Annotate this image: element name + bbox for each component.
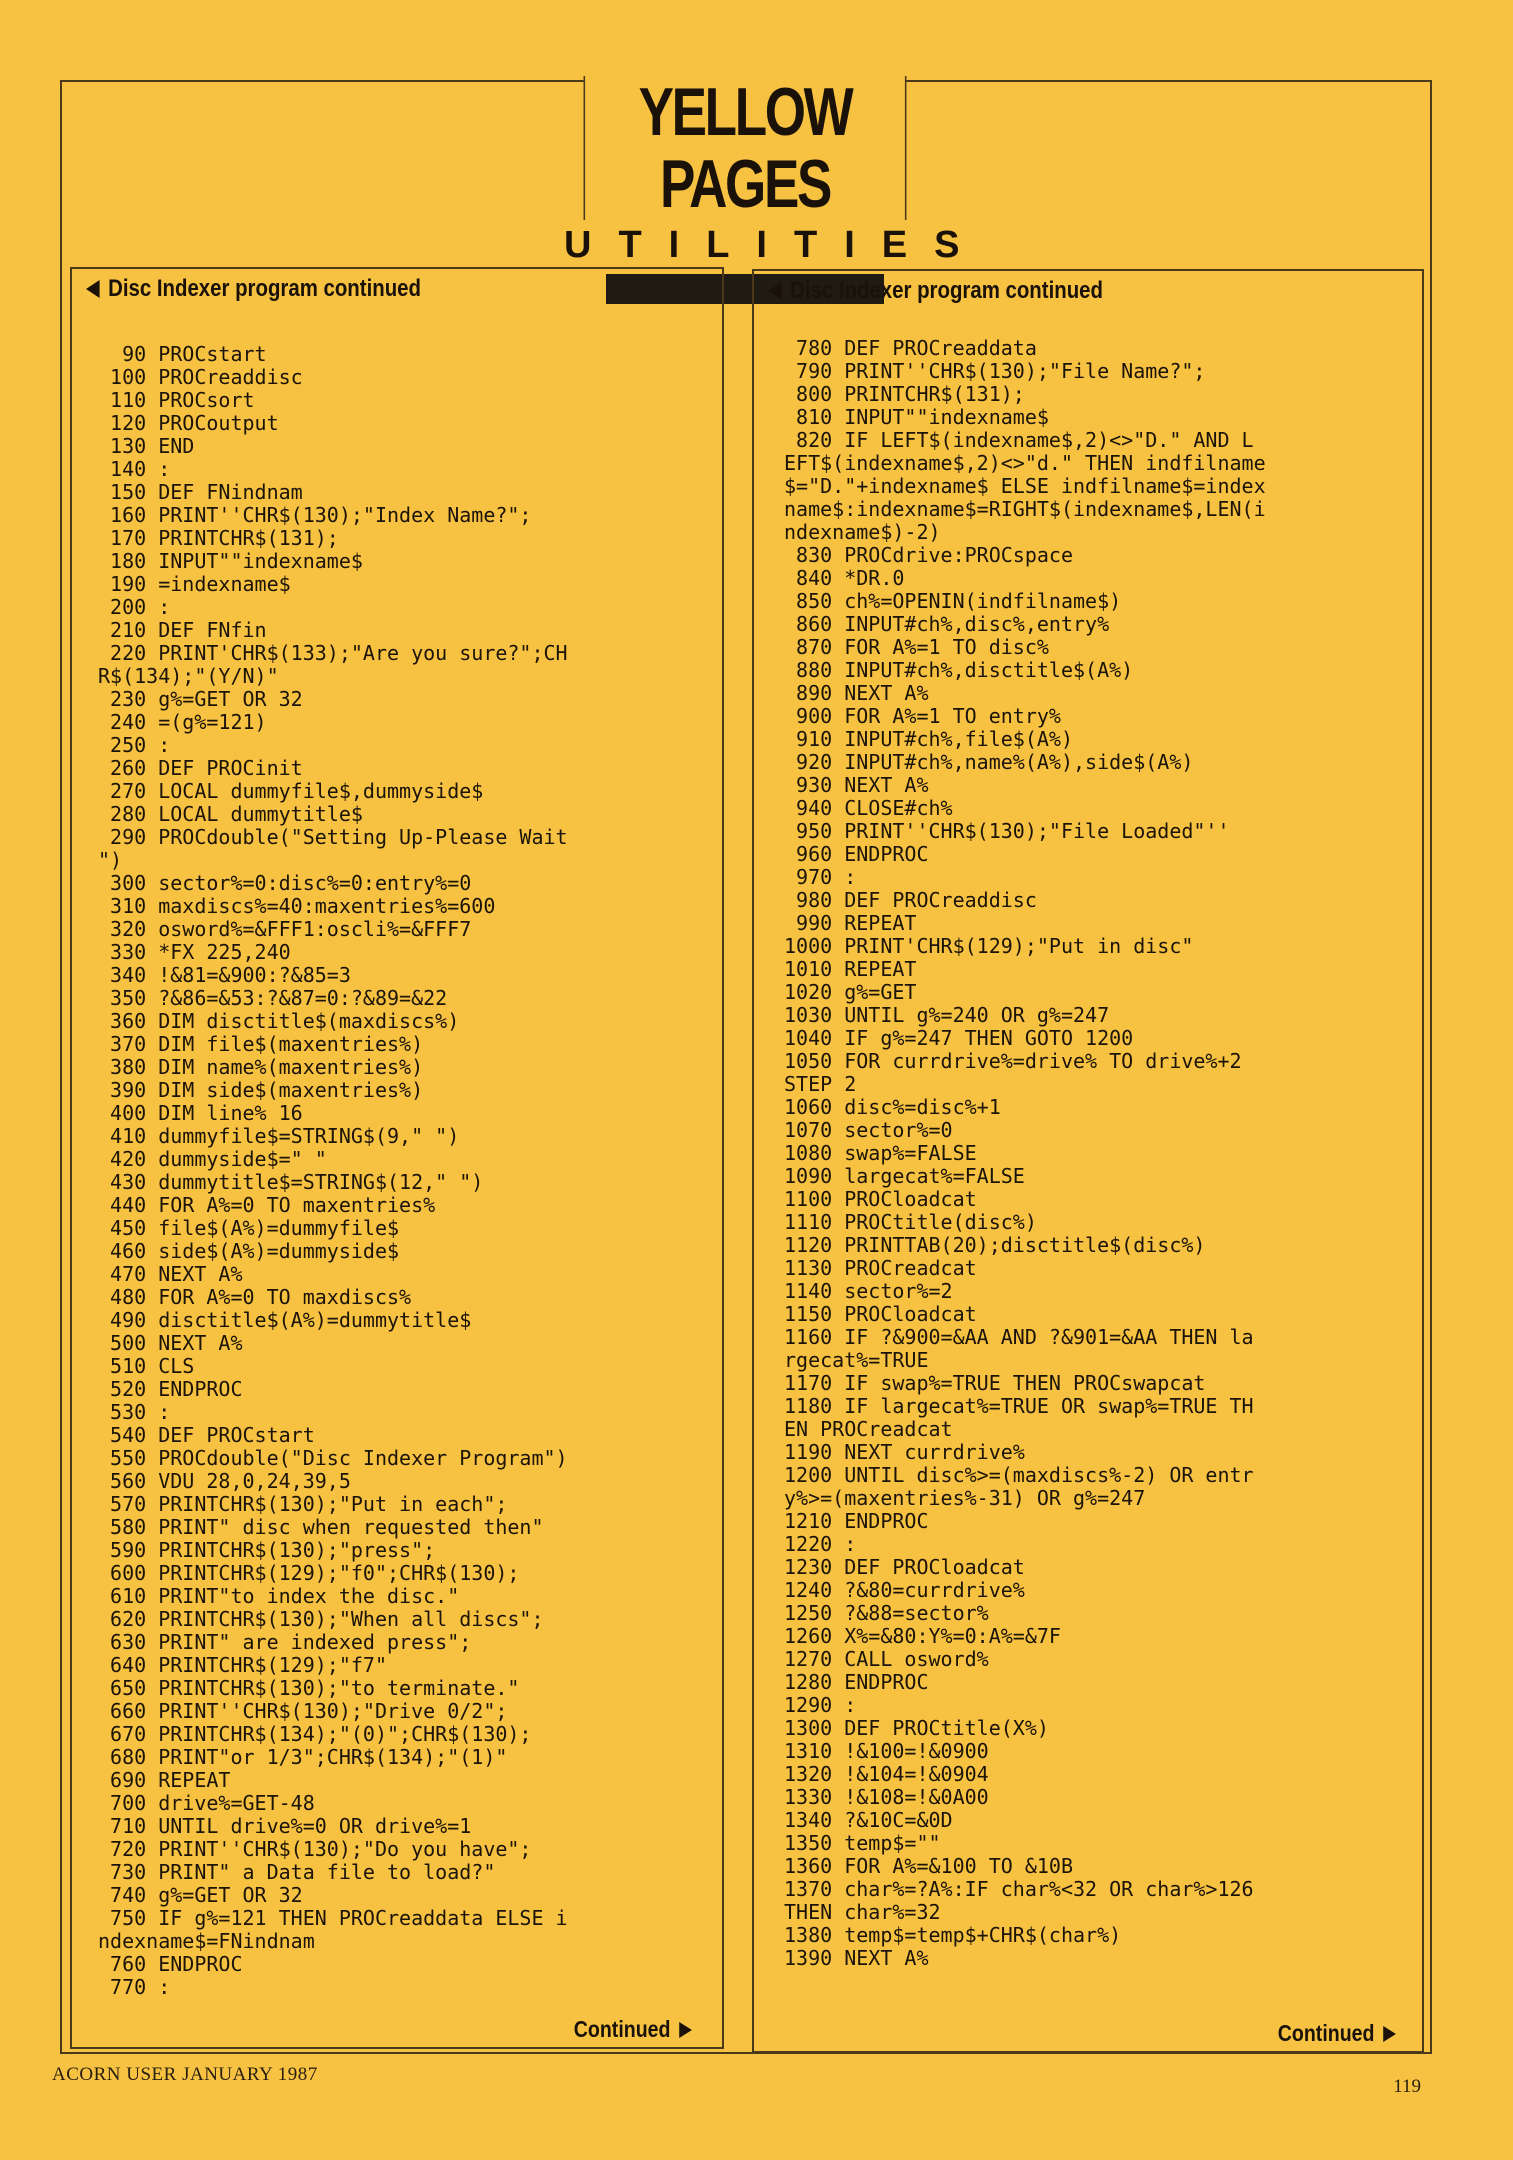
- left-panel-heading-text: Disc Indexer program continued: [108, 275, 421, 302]
- code-line: 1190 NEXT currdrive%: [784, 1440, 1025, 1464]
- code-line: ndexname$)-2): [784, 520, 941, 544]
- code-line: 190 =indexname$: [98, 572, 291, 596]
- code-line: 540 DEF PROCstart: [98, 1423, 315, 1447]
- code-line: y%>=(maxentries%-31) OR g%=247: [784, 1486, 1146, 1510]
- code-line: 1090 largecat%=FALSE: [784, 1164, 1025, 1188]
- code-line: 680 PRINT"or 1/3";CHR$(134);"(1)": [98, 1745, 508, 1769]
- code-line: 1210 ENDPROC: [784, 1509, 929, 1533]
- code-line: 690 REPEAT: [98, 1768, 231, 1792]
- page-number: 119: [1393, 2076, 1421, 2097]
- code-line: 1290 :: [784, 1693, 857, 1717]
- code-line: 1060 disc%=disc%+1: [784, 1095, 1001, 1119]
- code-line: 1150 PROCloadcat: [784, 1302, 977, 1326]
- code-line: 1080 swap%=FALSE: [784, 1141, 977, 1165]
- code-line: 380 DIM name%(maxentries%): [98, 1055, 424, 1079]
- code-line: $="D."+indexname$ ELSE indfilname$=index: [784, 474, 1266, 498]
- section-subtitle: UTILITIES: [564, 224, 987, 266]
- right-continued: [1278, 2020, 1396, 2047]
- code-line: 1180 IF largecat%=TRUE OR swap%=TRUE TH: [784, 1394, 1254, 1418]
- code-line: 990 REPEAT: [784, 911, 917, 935]
- code-line: 1220 :: [784, 1532, 857, 1556]
- code-line: 940 CLOSE#ch%: [784, 796, 953, 820]
- code-line: 770 :: [98, 1975, 171, 1999]
- code-line: 800 PRINTCHR$(131);: [784, 382, 1025, 406]
- code-line: 210 DEF FNfin: [98, 618, 267, 642]
- code-line: 950 PRINT''CHR$(130);"File Loaded"'': [784, 819, 1230, 843]
- code-line: 500 NEXT A%: [98, 1331, 243, 1355]
- code-line: 1320 !&104=!&0904: [784, 1762, 989, 1786]
- code-line: 860 INPUT#ch%,disc%,entry%: [784, 612, 1110, 636]
- code-line: 640 PRINTCHR$(129);"f7": [98, 1653, 387, 1677]
- code-line: 610 PRINT"to index the disc.": [98, 1584, 460, 1608]
- right-code-listing: [784, 337, 1266, 1970]
- arrow-right-icon: [679, 2022, 692, 2038]
- code-line: 1170 IF swap%=TRUE THEN PROCswapcat: [784, 1371, 1206, 1395]
- code-line: 1200 UNTIL disc%>=(maxdiscs%-2) OR entr: [784, 1463, 1254, 1487]
- code-line: 1300 DEF PROCtitle(X%): [784, 1716, 1049, 1740]
- code-line: 1140 sector%=2: [784, 1279, 953, 1303]
- code-line: 320 osword%=&FFF1:oscli%=&FFF7: [98, 917, 472, 941]
- code-line: 1310 !&100=!&0900: [784, 1739, 989, 1763]
- code-line: 1160 IF ?&900=&AA AND ?&901=&AA THEN la: [784, 1325, 1254, 1349]
- code-line: 1380 temp$=temp$+CHR$(char%): [784, 1923, 1122, 1947]
- code-line: 410 dummyfile$=STRING$(9," "): [98, 1124, 460, 1148]
- code-line: 760 ENDPROC: [98, 1952, 243, 1976]
- code-line: 790 PRINT''CHR$(130);"File Name?";: [784, 359, 1206, 383]
- code-line: 1120 PRINTTAB(20);disctitle$(disc%): [784, 1233, 1206, 1257]
- code-line: 1270 CALL osword%: [784, 1647, 989, 1671]
- code-line: 750 IF g%=121 THEN PROCreaddata ELSE i: [98, 1906, 568, 1930]
- code-line: 720 PRINT''CHR$(130);"Do you have";: [98, 1837, 532, 1861]
- code-line: 740 g%=GET OR 32: [98, 1883, 303, 1907]
- code-line: 890 NEXT A%: [784, 681, 929, 705]
- code-line: 1370 char%=?A%:IF char%<32 OR char%>126: [784, 1877, 1254, 1901]
- code-line: 180 INPUT""indexname$: [98, 549, 363, 573]
- code-line: 160 PRINT''CHR$(130);"Index Name?";: [98, 503, 532, 527]
- code-line: 930 NEXT A%: [784, 773, 929, 797]
- code-line: 330 *FX 225,240: [98, 940, 291, 964]
- code-line: 1100 PROCloadcat: [784, 1187, 977, 1211]
- code-line: 1030 UNTIL g%=240 OR g%=247: [784, 1003, 1110, 1027]
- arrow-left-icon: [768, 282, 782, 300]
- magazine-footer: ACORN USER JANUARY 1987: [52, 2064, 318, 2085]
- code-line: 340 !&81=&900:?&85=3: [98, 963, 351, 987]
- code-line: 220 PRINT'CHR$(133);"Are you sure?";CH: [98, 641, 568, 665]
- code-line: STEP 2: [784, 1072, 857, 1096]
- code-line: 140 :: [98, 457, 171, 481]
- code-line: 350 ?&86=&53:?&87=0:?&89=&22: [98, 986, 448, 1010]
- arrow-left-icon: [86, 280, 100, 298]
- code-line: 780 DEF PROCreaddata: [784, 336, 1037, 360]
- code-line: 100 PROCreaddisc: [98, 365, 303, 389]
- code-line: 850 ch%=OPENIN(indfilname$): [784, 589, 1122, 613]
- code-line: 630 PRINT" are indexed press";: [98, 1630, 472, 1654]
- code-line: 1350 temp$="": [784, 1831, 941, 1855]
- code-line: 870 FOR A%=1 TO disc%: [784, 635, 1049, 659]
- code-line: 170 PRINTCHR$(131);: [98, 526, 339, 550]
- code-line: 440 FOR A%=0 TO maxentries%: [98, 1193, 436, 1217]
- code-line: 1280 ENDPROC: [784, 1670, 929, 1694]
- code-line: 600 PRINTCHR$(129);"f0";CHR$(130);: [98, 1561, 520, 1585]
- code-line: 1330 !&108=!&0A00: [784, 1785, 989, 1809]
- code-line: 1260 X%=&80:Y%=0:A%=&7F: [784, 1624, 1061, 1648]
- code-line: 120 PROCoutput: [98, 411, 279, 435]
- code-line: 290 PROCdouble("Setting Up-Please Wait: [98, 825, 568, 849]
- code-line: 310 maxdiscs%=40:maxentries%=600: [98, 894, 496, 918]
- code-line: 1360 FOR A%=&100 TO &10B: [784, 1854, 1073, 1878]
- code-line: 980 DEF PROCreaddisc: [784, 888, 1037, 912]
- code-line: 250 :: [98, 733, 171, 757]
- code-line: 370 DIM file$(maxentries%): [98, 1032, 424, 1056]
- code-line: 1010 REPEAT: [784, 957, 917, 981]
- code-line: 570 PRINTCHR$(130);"Put in each";: [98, 1492, 508, 1516]
- code-line: 730 PRINT" a Data file to load?": [98, 1860, 496, 1884]
- code-line: 1050 FOR currdrive%=drive% TO drive%+2: [784, 1049, 1242, 1073]
- right-continued-text: Continued: [1278, 2020, 1375, 2046]
- code-line: 710 UNTIL drive%=0 OR drive%=1: [98, 1814, 472, 1838]
- code-line: "): [98, 848, 123, 872]
- code-line: 650 PRINTCHR$(130);"to terminate.": [98, 1676, 520, 1700]
- code-line: 450 file$(A%)=dummyfile$: [98, 1216, 400, 1240]
- left-continued-text: Continued: [574, 2016, 671, 2042]
- code-line: THEN char%=32: [784, 1900, 941, 1924]
- code-line: 130 END: [98, 434, 195, 458]
- code-line: 830 PROCdrive:PROCspace: [784, 543, 1073, 567]
- code-line: 1110 PROCtitle(disc%): [784, 1210, 1037, 1234]
- code-line: 1250 ?&88=sector%: [784, 1601, 989, 1625]
- code-line: 1020 g%=GET: [784, 980, 917, 1004]
- code-line: EFT$(indexname$,2)<>"d." THEN indfilname: [784, 451, 1266, 475]
- right-code-panel: [752, 269, 1424, 2053]
- code-line: 840 *DR.0: [784, 566, 905, 590]
- code-line: 920 INPUT#ch%,name%(A%),side$(A%): [784, 750, 1194, 774]
- code-line: 420 dummyside$=" ": [98, 1147, 327, 1171]
- code-line: 240 =(g%=121): [98, 710, 267, 734]
- code-line: 960 ENDPROC: [784, 842, 929, 866]
- code-line: 1390 NEXT A%: [784, 1946, 929, 1970]
- code-line: R$(134);"(Y/N)": [98, 664, 279, 688]
- code-line: 1000 PRINT'CHR$(129);"Put in disc": [784, 934, 1194, 958]
- code-line: 1340 ?&10C=&0D: [784, 1808, 953, 1832]
- code-line: 1130 PROCreadcat: [784, 1256, 977, 1280]
- code-line: 1040 IF g%=247 THEN GOTO 1200: [784, 1026, 1134, 1050]
- code-line: 900 FOR A%=1 TO entry%: [784, 704, 1061, 728]
- code-line: 530 :: [98, 1400, 171, 1424]
- code-line: 270 LOCAL dummyfile$,dummyside$: [98, 779, 484, 803]
- code-line: 820 IF LEFT$(indexname$,2)<>"D." AND L: [784, 428, 1254, 452]
- code-line: 300 sector%=0:disc%=0:entry%=0: [98, 871, 472, 895]
- code-line: 620 PRINTCHR$(130);"When all discs";: [98, 1607, 544, 1631]
- code-line: 490 disctitle$(A%)=dummytitle$: [98, 1308, 472, 1332]
- code-line: 1230 DEF PROCloadcat: [784, 1555, 1025, 1579]
- code-line: 360 DIM disctitle$(maxdiscs%): [98, 1009, 460, 1033]
- arrow-right-icon: [1383, 2026, 1396, 2042]
- code-line: 260 DEF PROCinit: [98, 756, 303, 780]
- code-line: name$:indexname$=RIGHT$(indexname$,LEN(i: [784, 497, 1266, 521]
- code-line: 1070 sector%=0: [784, 1118, 953, 1142]
- code-line: 230 g%=GET OR 32: [98, 687, 303, 711]
- code-line: 590 PRINTCHR$(130);"press";: [98, 1538, 436, 1562]
- code-line: rgecat%=TRUE: [784, 1348, 929, 1372]
- left-code-panel: [70, 267, 724, 2049]
- code-line: 400 DIM line% 16: [98, 1101, 303, 1125]
- code-line: 90 PROCstart: [98, 342, 267, 366]
- code-line: 560 VDU 28,0,24,39,5: [98, 1469, 351, 1493]
- right-panel-heading-text: Disc Indexer program continued: [790, 277, 1103, 304]
- code-line: 670 PRINTCHR$(134);"(0)";CHR$(130);: [98, 1722, 532, 1746]
- right-panel-heading: [768, 277, 1103, 305]
- code-line: 880 INPUT#ch%,disctitle$(A%): [784, 658, 1134, 682]
- code-line: 430 dummytitle$=STRING$(12," "): [98, 1170, 484, 1194]
- code-line: 550 PROCdouble("Disc Indexer Program"): [98, 1446, 568, 1470]
- code-line: 150 DEF FNindnam: [98, 480, 303, 504]
- code-line: ndexname$=FNindnam: [98, 1929, 315, 1953]
- code-line: 700 drive%=GET-48: [98, 1791, 315, 1815]
- left-code-listing: [98, 343, 568, 1999]
- code-line: 520 ENDPROC: [98, 1377, 243, 1401]
- code-line: EN PROCreadcat: [784, 1417, 953, 1441]
- code-line: 1240 ?&80=currdrive%: [784, 1578, 1025, 1602]
- code-line: 460 side$(A%)=dummyside$: [98, 1239, 400, 1263]
- code-line: 470 NEXT A%: [98, 1262, 243, 1286]
- code-line: 580 PRINT" disc when requested then": [98, 1515, 544, 1539]
- code-line: 660 PRINT''CHR$(130);"Drive 0/2";: [98, 1699, 508, 1723]
- code-line: 510 CLS: [98, 1354, 195, 1378]
- section-title: YELLOW PAGES: [584, 76, 907, 220]
- code-line: 970 :: [784, 865, 857, 889]
- code-line: 110 PROCsort: [98, 388, 255, 412]
- code-line: 200 :: [98, 595, 171, 619]
- code-line: 280 LOCAL dummytitle$: [98, 802, 363, 826]
- code-line: 480 FOR A%=0 TO maxdiscs%: [98, 1285, 412, 1309]
- left-panel-heading: [86, 275, 421, 303]
- code-line: 390 DIM side$(maxentries%): [98, 1078, 424, 1102]
- left-continued: [574, 2016, 692, 2043]
- code-line: 810 INPUT""indexname$: [784, 405, 1049, 429]
- code-line: 910 INPUT#ch%,file$(A%): [784, 727, 1073, 751]
